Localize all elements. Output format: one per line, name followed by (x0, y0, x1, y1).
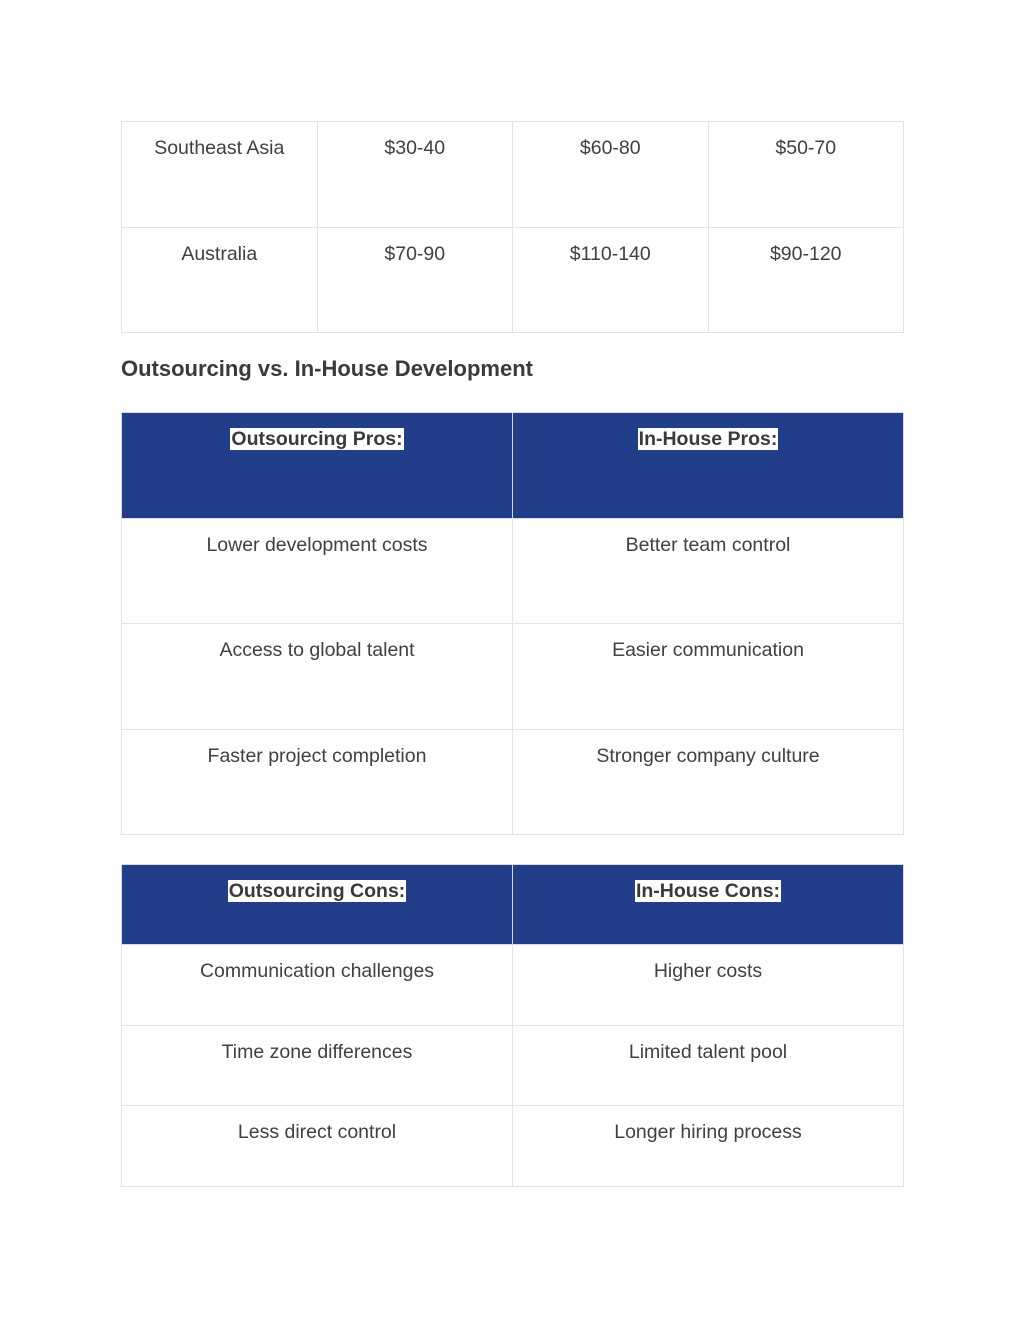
rate-cell: $50-70 (708, 122, 904, 228)
table-row (122, 227, 904, 333)
header-label: In-House Cons: (635, 880, 781, 902)
table-row (122, 122, 904, 228)
rate-cell: $30-40 (317, 122, 513, 228)
rate-cell: $60-80 (513, 122, 709, 228)
header-label: Outsourcing Pros: (231, 428, 403, 450)
in-house-cons-header (513, 865, 904, 945)
table-header-row (122, 865, 904, 945)
outsourcing-con-cell: Communication challenges (122, 945, 513, 1026)
table-row (122, 518, 904, 624)
table-header-row (122, 413, 904, 519)
in-house-pro-cell: Stronger company culture (513, 729, 904, 835)
table-row (122, 624, 904, 730)
outsourcing-pro-cell: Faster project completion (122, 729, 513, 835)
pros-comparison-table (121, 412, 904, 835)
header-label: Outsourcing Cons: (228, 880, 406, 902)
in-house-con-cell: Limited talent pool (513, 1025, 904, 1106)
rate-cell: $90-120 (708, 227, 904, 333)
in-house-pro-cell: Easier communication (513, 624, 904, 730)
regional-rates-table (121, 121, 904, 333)
outsourcing-con-cell: Time zone differences (122, 1025, 513, 1106)
section-heading: Outsourcing vs. In-House Development (121, 356, 533, 381)
rate-cell: $70-90 (317, 227, 513, 333)
table-row (122, 1025, 904, 1106)
table-row (122, 945, 904, 1026)
outsourcing-pro-cell: Access to global talent (122, 624, 513, 730)
table-row (122, 1106, 904, 1187)
outsourcing-pro-cell: Lower development costs (122, 518, 513, 624)
in-house-con-cell: Longer hiring process (513, 1106, 904, 1187)
outsourcing-pros-header (122, 413, 513, 519)
region-cell: Australia (122, 227, 318, 333)
in-house-pro-cell: Better team control (513, 518, 904, 624)
table-row (122, 729, 904, 835)
rate-cell: $110-140 (513, 227, 709, 333)
outsourcing-con-cell: Less direct control (122, 1106, 513, 1187)
in-house-con-cell: Higher costs (513, 945, 904, 1026)
header-label: In-House Pros: (638, 428, 778, 450)
in-house-pros-header (513, 413, 904, 519)
outsourcing-cons-header (122, 865, 513, 945)
region-cell: Southeast Asia (122, 122, 318, 228)
cons-comparison-table (121, 864, 904, 1187)
